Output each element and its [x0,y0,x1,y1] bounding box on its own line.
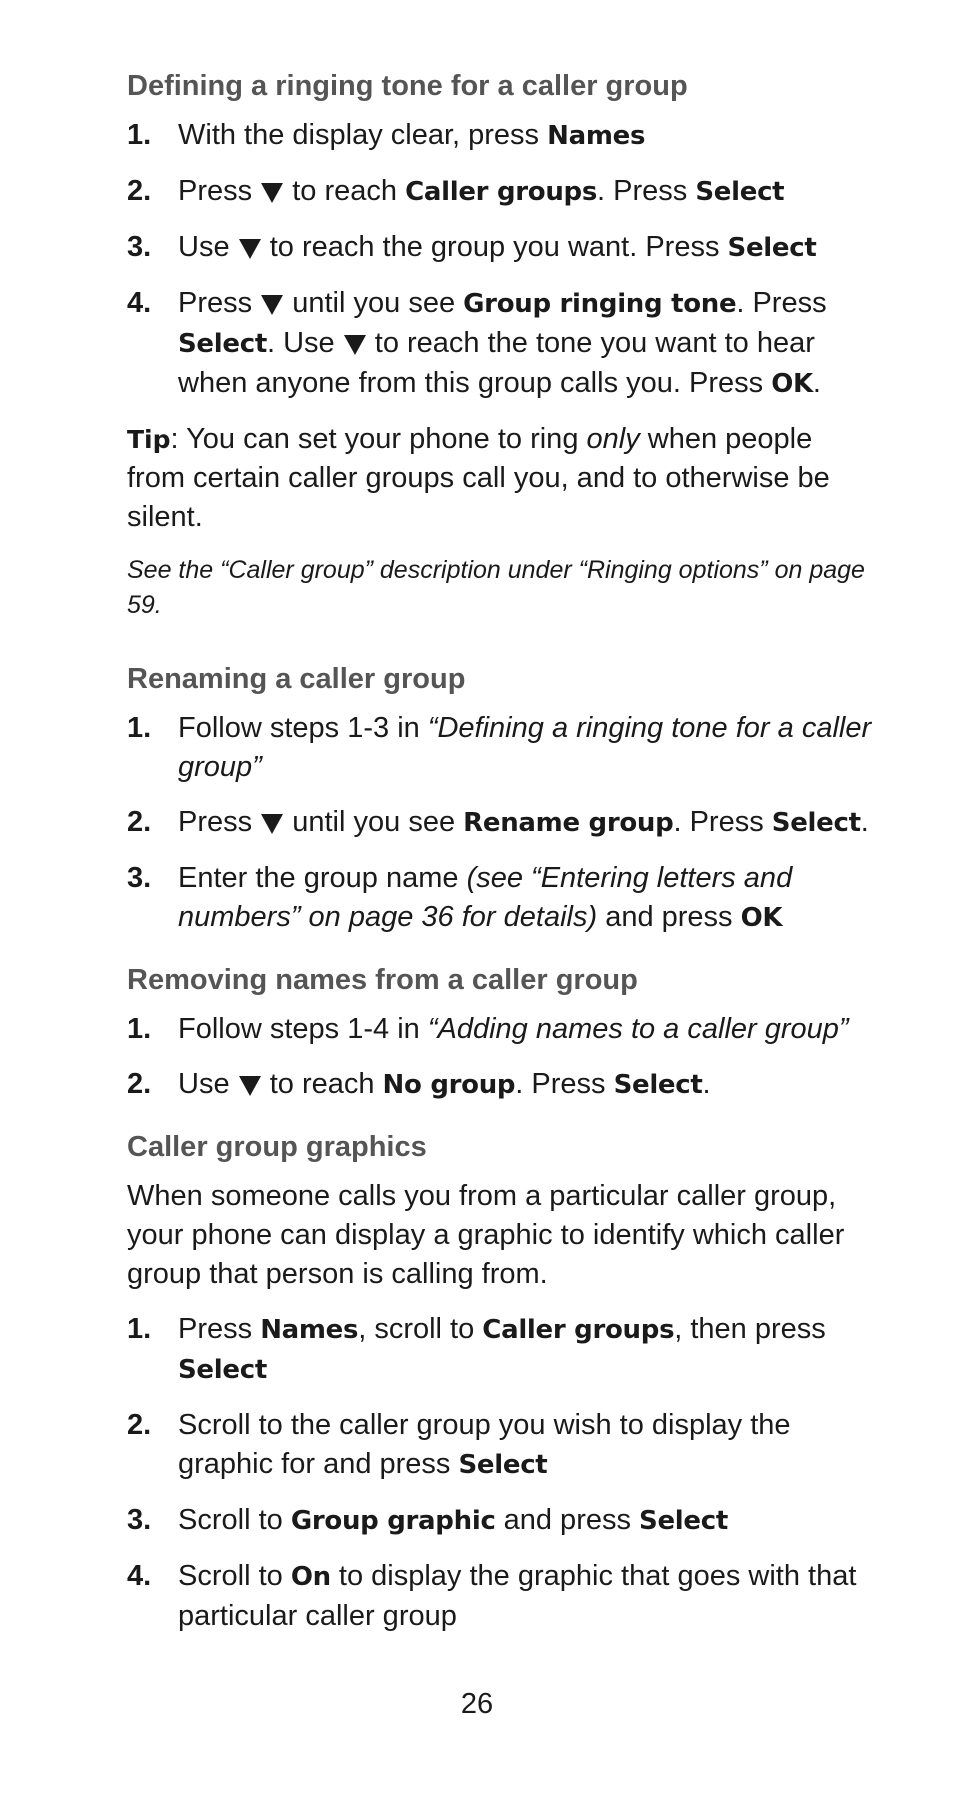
step-text: to reach [261,1068,383,1100]
tip-label: Tip [127,425,171,454]
list-item [127,1557,872,1636]
manual-page [127,68,872,1660]
key-label: Select [695,177,785,207]
section-heading: Caller group graphics [127,1131,427,1163]
step-number: 2. [127,1409,152,1441]
down-triangle-icon [261,814,283,834]
key-label: Select [458,1450,548,1480]
step-number: 3. [127,862,152,894]
list-item [127,284,872,404]
step-number: 1. [127,1013,152,1045]
step-text: Press [178,175,261,207]
list-item [127,859,872,938]
key-label: Select [178,329,267,359]
key-label: Select [613,1070,703,1100]
section-heading: Renaming a caller group [127,663,466,695]
step-text: , then press [674,1313,826,1345]
step-reference: (see “Entering letters and numbers” on page 36 for details) [178,862,793,933]
down-triangle-icon [239,239,261,259]
section-heading: Defining a ringing tone for a caller group [127,70,688,102]
list-item [127,709,872,787]
step-text: Press [178,287,261,319]
section-defining-ringing-tone [127,68,872,623]
step-text: until you see [284,806,464,838]
step-number: 4. [127,1560,152,1592]
step-text: Press [178,1313,261,1345]
step-text: Use [178,231,238,263]
step-number: 2. [127,175,152,207]
step-number: 1. [127,119,152,151]
step-text: to reach the group you want. Press [261,231,728,263]
down-triangle-icon [239,1076,261,1096]
key-label: Group graphic [290,1506,496,1536]
key-label: Caller groups [405,177,598,207]
down-triangle-icon [261,183,283,203]
step-text: . Press [736,287,827,319]
step-reference: “Defining a ringing tone for a caller group” [178,712,872,783]
step-text: Scroll to the caller group you wish to display the graphic for and press [178,1409,791,1480]
key-label: Select [178,1355,267,1385]
key-label: No group [382,1070,516,1100]
step-number: 3. [127,231,152,263]
key-label: OK [740,903,783,933]
step-text: and press [495,1504,640,1536]
key-label: Rename group [463,808,674,838]
key-label: Select [639,1506,728,1536]
key-label: Select [727,233,817,263]
tip-emphasis: only [586,423,640,455]
list-item [127,1501,872,1541]
step-text: to reach [284,175,406,207]
list-item [127,116,872,156]
steps-list [127,1010,872,1105]
list-item [127,172,872,212]
step-text: With the display clear, press [178,119,548,151]
step-text: . Use [266,327,343,359]
step-text: Scroll to [178,1504,291,1536]
key-label: On [290,1562,331,1592]
tip-text: : You can set your phone to ring [170,423,587,455]
tip-text: when people from certain caller groups call you, and to otherwise be silent. [127,423,830,533]
step-text: Press [178,806,261,838]
list-item [127,1310,872,1390]
step-text: . Press [673,806,772,838]
intro-paragraph: When someone calls you from a particular caller group, your phone can display a graphic to identify which caller group that person is calling from. [127,1180,845,1290]
step-text: and press [597,901,741,933]
key-label: OK [771,369,813,399]
section-renaming [127,661,872,938]
steps-list [127,709,872,938]
step-reference: “Adding names to a caller group” [427,1013,849,1045]
key-label: Names [547,121,646,151]
step-number: 1. [127,1313,152,1345]
step-number: 2. [127,1068,152,1100]
step-text: Use [178,1068,238,1100]
key-label: Select [771,808,861,838]
key-label: Group ringing tone [463,289,737,319]
steps-list [127,116,872,404]
list-item [127,1010,872,1049]
key-label: Names [260,1315,359,1345]
step-text: until you see [284,287,464,319]
tip-paragraph [127,420,872,537]
section-removing [127,962,872,1105]
list-item [127,803,872,843]
step-number: 2. [127,806,152,838]
step-text: . Press [597,175,696,207]
step-text: Follow steps 1-4 in [178,1013,428,1045]
down-triangle-icon [261,295,283,315]
section-caller-group-graphics [127,1129,872,1636]
step-number: 3. [127,1504,152,1536]
list-item [127,1065,872,1105]
steps-list [127,1310,872,1636]
step-text: . Press [515,1068,614,1100]
down-triangle-icon [344,335,366,355]
step-text: , scroll to [358,1313,483,1345]
key-label: Caller groups [482,1315,675,1345]
step-text: . [812,367,821,399]
step-number: 4. [127,287,152,319]
step-text: Scroll to [178,1560,291,1592]
step-number: 1. [127,712,152,744]
step-text: to reach the tone you want to hear when anyone from this group calls you. Press [178,327,815,399]
step-text: . [702,1068,711,1100]
section-heading: Removing names from a caller group [127,964,638,996]
step-text: Follow steps 1-3 in [178,712,428,744]
step-text: . [860,806,869,838]
page-number: 26 [460,1688,494,1720]
step-text: to display the graphic that goes with that particular caller group [178,1560,857,1632]
step-text: Enter the group name [178,862,467,894]
list-item [127,228,872,268]
cross-reference-note: See the “Caller group” description under “Ringing options” on page 59. [127,556,865,619]
list-item [127,1406,872,1485]
